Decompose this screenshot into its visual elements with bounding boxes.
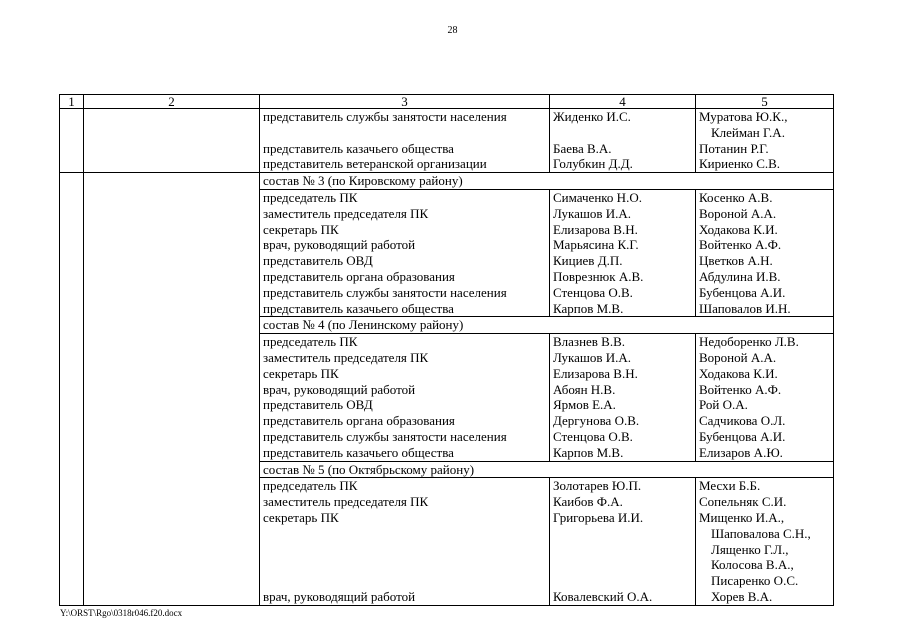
cell-line: Жиденко И.С. <box>553 109 631 124</box>
cell-line: врач, руководящий работой <box>263 588 416 604</box>
column-header: 1 <box>60 95 84 109</box>
cell-line: Влазнев В.В. <box>553 334 626 350</box>
cell-line: заместитель председателя ПК <box>263 494 429 510</box>
cell-line: представитель органа образования <box>263 413 455 429</box>
cell-line: Цветков А.Н. <box>699 253 773 269</box>
cell-line: Сопельняк С.И. <box>699 494 787 510</box>
section-title-row <box>60 173 834 190</box>
cell-line: Шаповалова С.Н., <box>711 525 811 541</box>
section-title: состав № 5 (по Октябрьскому району) <box>260 461 834 478</box>
cell-line: Поврезнюк А.В. <box>553 268 644 284</box>
cell-line: Лукашов И.А. <box>553 349 632 365</box>
cell-line: представитель ОВД <box>263 253 373 269</box>
document-path-footer: Y:\ORST\Rgo\0318r046.f20.docx <box>60 608 183 618</box>
empty-cell <box>60 109 84 173</box>
cell-line: Симаченко Н.О. <box>553 189 642 205</box>
column-header: 2 <box>84 95 260 109</box>
cell-line: Лукашов И.А. <box>553 205 632 221</box>
cell-line: Золотарев Ю.П. <box>553 478 642 494</box>
cell-line: Карпов М.В. <box>553 444 624 460</box>
cell-line: Ярмов Е.А. <box>553 397 616 413</box>
cell-line: Рой О.А. <box>699 397 748 413</box>
cell-line <box>263 125 546 141</box>
cell-line: председатель ПК <box>263 334 358 350</box>
cell-line: Недоборенко Л.В. <box>699 334 799 350</box>
cell-line: Голубкин Д.Д. <box>553 156 633 172</box>
cell-line: Елизарова В.Н. <box>553 221 638 237</box>
reserves-cell <box>696 478 834 605</box>
cell-line: Каибов Ф.А. <box>553 494 623 510</box>
cell-line: представитель казачьего общества <box>263 140 454 156</box>
cell-line: Войтенко А.Ф. <box>699 381 782 397</box>
cell-line: Баева В.А. <box>553 140 612 156</box>
commission-table <box>59 94 834 606</box>
cell-line: секретарь ПК <box>263 221 339 237</box>
empty-cell <box>60 173 84 606</box>
cell-line: Бубенцова А.И. <box>699 284 786 300</box>
reserves-cell <box>696 334 834 461</box>
cell-line <box>263 542 546 558</box>
cell-line <box>553 125 692 141</box>
column-header: 3 <box>260 95 550 109</box>
cell-line: секретарь ПК <box>263 365 339 381</box>
section-title: состав № 3 (по Кировскому району) <box>260 173 834 190</box>
cell-line: Войтенко А.Ф. <box>699 237 782 253</box>
reserves-cell <box>696 109 834 173</box>
cell-line: Кириенко С.В. <box>699 156 781 172</box>
cell-line: врач, руководящий работой <box>263 237 416 253</box>
table-row <box>60 109 834 173</box>
cell-line: Потанин Р.Г. <box>699 140 769 156</box>
cell-line: председатель ПК <box>263 478 358 494</box>
cell-line: Елизаров А.Ю. <box>699 444 783 460</box>
cell-line: Дергунова О.В. <box>553 413 640 429</box>
column-header: 4 <box>550 95 696 109</box>
cell-line: Муратова Ю.К., <box>699 109 788 124</box>
cell-line <box>263 573 546 589</box>
cell-line: Григорьева И.И. <box>553 509 644 525</box>
cell-line: Лященко Г.Л., <box>711 541 789 557</box>
reserves-cell <box>696 189 834 316</box>
members-cell <box>550 478 696 605</box>
cell-line: заместитель председателя ПК <box>263 349 429 365</box>
cell-line: представитель ОВД <box>263 397 373 413</box>
cell-line: Вороной А.А. <box>699 205 777 221</box>
cell-line: Стенцова О.В. <box>553 284 633 300</box>
cell-line: Колосова В.А., <box>711 557 794 573</box>
cell-line: представитель казачьего общества <box>263 300 454 316</box>
cell-line: Месхи Б.Б. <box>699 478 761 494</box>
cell-line: Клейман Г.А. <box>711 124 785 140</box>
cell-line: председатель ПК <box>263 189 358 205</box>
cell-line <box>553 573 692 589</box>
cell-line: Карпов М.В. <box>553 300 624 316</box>
cell-line: Марьясина К.Г. <box>553 237 639 253</box>
cell-line <box>263 557 546 573</box>
cell-line: представитель ветеранской организации <box>263 156 487 172</box>
cell-line: представитель органа образования <box>263 268 455 284</box>
cell-line: Косенко А.В. <box>699 189 773 205</box>
cell-line: представитель службы занятости населения <box>263 109 507 124</box>
roles-cell <box>260 334 550 461</box>
roles-cell <box>260 109 550 173</box>
cell-line: Ходакова К.И. <box>699 365 778 381</box>
empty-cell <box>84 173 260 606</box>
cell-line <box>553 542 692 558</box>
cell-line: врач, руководящий работой <box>263 381 416 397</box>
cell-line: Елизарова В.Н. <box>553 365 638 381</box>
cell-line: представитель службы занятости населения <box>263 428 507 444</box>
cell-line: Мищенко И.А., <box>699 509 785 525</box>
section-title: состав № 4 (по Ленинскому району) <box>260 317 834 334</box>
cell-line <box>553 526 692 542</box>
cell-line: Ходакова К.И. <box>699 221 778 237</box>
cell-line <box>553 557 692 573</box>
cell-line: Шаповалов И.Н. <box>699 300 791 316</box>
empty-cell <box>84 109 260 173</box>
cell-line: Кициев Д.П. <box>553 253 623 269</box>
cell-line: представитель казачьего общества <box>263 444 454 460</box>
members-cell <box>550 189 696 316</box>
cell-line: Абдулина И.В. <box>699 268 781 284</box>
cell-line <box>263 526 546 542</box>
cell-line: Хорев В.А. <box>711 588 773 604</box>
cell-line: представитель службы занятости населения <box>263 284 507 300</box>
column-header: 5 <box>696 95 834 109</box>
cell-line: Вороной А.А. <box>699 349 777 365</box>
cell-line: Писаренко О.С. <box>711 573 799 589</box>
members-cell <box>550 334 696 461</box>
cell-line: Абоян Н.В. <box>553 381 616 397</box>
column-header-row <box>60 95 834 109</box>
roles-cell <box>260 478 550 605</box>
members-cell <box>550 109 696 173</box>
cell-line: Стенцова О.В. <box>553 428 633 444</box>
cell-line: Ковалевский О.А. <box>553 588 653 604</box>
page-number: 28 <box>447 25 458 36</box>
cell-line: Бубенцова А.И. <box>699 428 786 444</box>
roles-cell <box>260 189 550 316</box>
cell-line: заместитель председателя ПК <box>263 205 429 221</box>
cell-line: Садчикова О.Л. <box>699 413 786 429</box>
cell-line: секретарь ПК <box>263 509 339 525</box>
